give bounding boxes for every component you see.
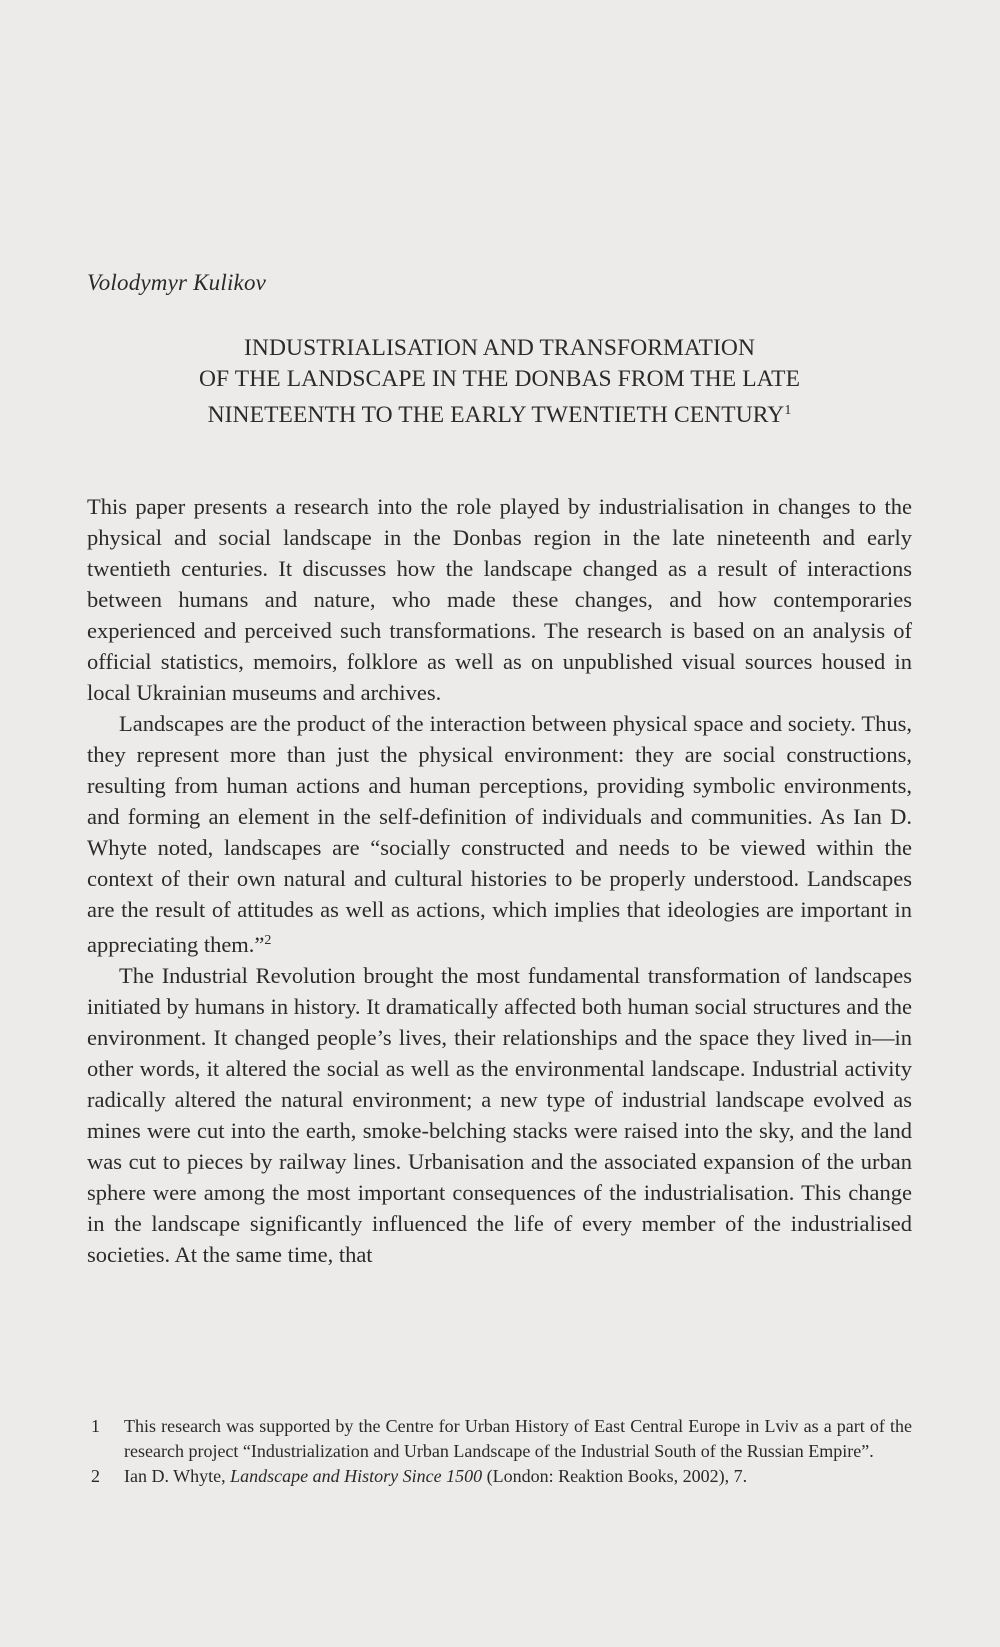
paragraph-2 bbox=[87, 708, 912, 960]
title-footnote-ref: 1 bbox=[784, 403, 792, 418]
footnote-1-text: This research was supported by the Centre for Urban History of East Central Europe in Lviv as a part of the research project “Industrialization and Urban Landscape of the Industrial South of the Russian Empire”. bbox=[124, 1416, 912, 1461]
article-title bbox=[87, 333, 912, 431]
footnote-2-citation: (London: Reaktion Books, 2002), 7. bbox=[486, 1466, 748, 1486]
title-line-3-text: NINETEENTH TO THE EARLY TWENTIETH CENTURY bbox=[207, 402, 785, 428]
paragraph-2-footnote-ref: 2 bbox=[264, 933, 272, 948]
footnote-1 bbox=[87, 1414, 912, 1464]
author-name: Volodymyr Kulikov bbox=[87, 270, 267, 295]
footnote-2 bbox=[87, 1464, 912, 1489]
title-line-1: INDUSTRIALISATION AND TRANSFORMATION bbox=[243, 335, 756, 361]
footnotes bbox=[87, 1414, 912, 1489]
article-body bbox=[87, 491, 912, 1270]
footnote-2-book-title: Landscape and History Since 1500 bbox=[230, 1466, 483, 1486]
title-line-2: OF THE LANDSCAPE IN THE DONBAS FROM THE LATE bbox=[198, 366, 801, 392]
paragraph-3: The Industrial Revolution brought the most fundamental transformation of landscapes initiated by humans in history. It dramatically affected both human social structures and the environment. It changed people’s lives, their relationships and the space they lived in—in other words, it altered the social as well as the environmental landscape. Industrial activity radically altered the natural environment; a new type of industrial landscape evolved as mines were cut into the earth, smoke-belching stacks were raised into the sky, and the land was cut to pieces by railway lines. Urbanisation and the associated expansion of the urban sphere were among the most important consequences of the industrialisation. This change in the landscape significantly influenced the life of every member of the industrialised societies. At the same time, that bbox=[87, 963, 912, 1267]
footnote-1-number: 1 bbox=[91, 1416, 100, 1436]
paragraph-2-text: Landscapes are the product of the interaction between physical space and society. Thus, they represent more than just the physical environment: they are social constructions, resulting from human actions and human perceptions, providing symbolic environments, and forming an element in the self-definition of individuals and communities. As Ian D. Whyte noted, landscapes are “socially constructed and needs to be viewed within the context of their own natural and cultural histories to be properly understood. Landscapes are the result of attitudes as well as actions, which implies that ideologies are important in appreciating them.” bbox=[87, 711, 912, 957]
footnote-2-number: 2 bbox=[91, 1466, 100, 1486]
footnote-2-author: Ian D. Whyte, bbox=[124, 1466, 226, 1486]
paragraph-1: This paper presents a research into the role played by industrialisation in changes to the physical and social landscape in the Donbas region in the late nineteenth and early twentieth centuries. It discusses how the landscape changed as a result of interactions between humans and nature, who made these changes, and how contemporaries experienced and perceived such transformations. The research is based on an analysis of official statistics, memoirs, folklore as well as on unpublished visual sources housed in local Ukrainian museums and archives. bbox=[87, 494, 912, 705]
title-line-3 bbox=[87, 395, 912, 431]
